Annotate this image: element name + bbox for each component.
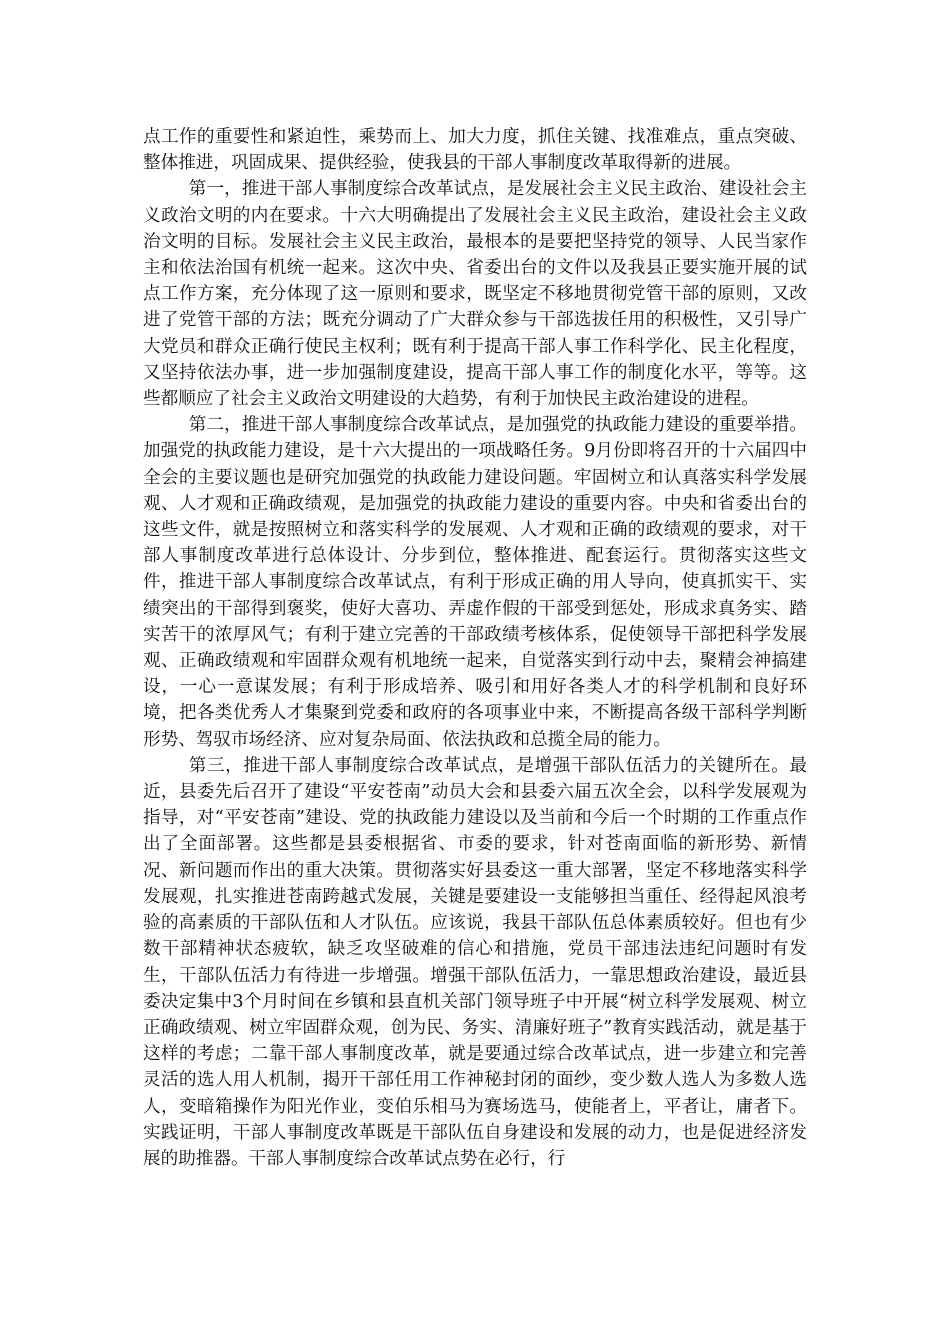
paragraph-second-point: 第二，推进干部人事制度综合改革试点，是加强党的执政能力建设的重要举措。加强党的执政能力建设，是十六大提出的一项战略任务。9月份即将召开的十六届四中全会的主要议题也是研究加强党的执政能力建设问题。牢固树立和认真落实科学发展观、人才观和正确政绩观，是加强党的执政能力建设的重要内容。中央和省委出台的这些文件，就是按照树立和落实科学的发展观、人才观和正确的政绩观的要求，对干部人事制度改革进行总体设计、分步到位，整体推进、配套运行。贯彻落实这些文件，推进干部人事制度综合改革试点，有利于形成正确的用人导向，使真抓实干、实绩突出的干部得到褒奖，使好大喜功、弄虚作假的干部受到惩处，形成求真务实、踏实苦干的浓厚风气；有利于建立完善的干部政绩考核体系，促使领导干部把科学发展观、正确政绩观和牢固群众观有机地统一起来，自觉落实到行动中去，聚精会神搞建设，一心一意谋发展；有利于形成培养、吸引和用好各类人才的科学机制和良好环境，把各类优秀人才集聚到党委和政府的各项事业中来，不断提高各级干部科学判断形势、驾驭市场经济、应对复杂局面、依法执政和总揽全局的能力。 [143,415,807,750]
document-body [143,124,807,1172]
paragraph-third-point: 第三，推进干部人事制度综合改革试点，是增强干部队伍活力的关键所在。最近，县委先后召开了建设“平安苍南”动员大会和县委六届五次全会，以科学发展观为指导，对“平安苍南”建设、党的执政能力建设以及当前和今后一个时期的工作重点作出了全面部署。这些都是县委根据省、市委的要求，针对苍南面临的新形势、新情况、新问题而作出的重大决策。贯彻落实好县委这一重大部署，坚定不移地落实科学发展观，扎实推进苍南跨越式发展，关键是要建设一支能够担当重任、经得起风浪考验的高素质的干部队伍和人才队伍。应该说，我县干部队伍总体素质较好。但也有少数干部精神状态疲软，缺乏攻坚破难的信心和措施，党员干部违法违纪问题时有发生，干部队伍活力有待进一步增强。增强干部队伍活力，一靠思想政治建设，最近县委决定集中3个月时间在乡镇和县直机关部门领导班子中开展“树立科学发展观、树立正确政绩观、树立牢固群众观，创为民、务实、清廉好班子”教育实践活动，就是基于这样的考虑；二靠干部人事制度改革，就是要通过综合改革试点，进一步建立和完善灵活的选人用人机制，揭开干部任用工作神秘封闭的面纱，变少数人选人为多数人选人，变暗箱操作为阳光作业，变伯乐相马为赛场选马，使能者上，平者让，庸者下。实践证明，干部人事制度改革既是干部队伍自身建设和发展的动力，也是促进经济发展的助推器。干部人事制度综合改革试点势在必行，行 [143,755,807,1169]
paragraph-first-point: 第一，推进干部人事制度综合改革试点，是发展社会主义民主政治、建设社会主义政治文明的内在要求。十六大明确提出了发展社会主义民主政治，建设社会主义政治文明的目标。发展社会主义民主政治，最根本的是要把坚持党的领导、人民当家作主和依法治国有机统一起来。这次中央、省委出台的文件以及我县正要实施开展的试点工作方案，充分体现了这一原则和要求，既坚定不移地贯彻党管干部的原则，又改进了党管干部的方法；既充分调动了广大群众参与干部选拔任用的积极性，又引导广大党员和群众正确行使民主权利；既有利于提高干部人事工作科学化、民主化程度，又坚持依法办事，进一步加强制度建设，提高干部人事工作的制度化水平，等等。这些都顺应了社会主义政治文明建设的大趋势，有利于加快民主政治建设的进程。 [143,179,807,410]
paragraph-continuation: 点工作的重要性和紧迫性，乘势而上、加大力度，抓住关键、找准难点，重点突破、整体推进，巩固成果、提供经验，使我县的干部人事制度改革取得新的进展。 [143,127,807,174]
